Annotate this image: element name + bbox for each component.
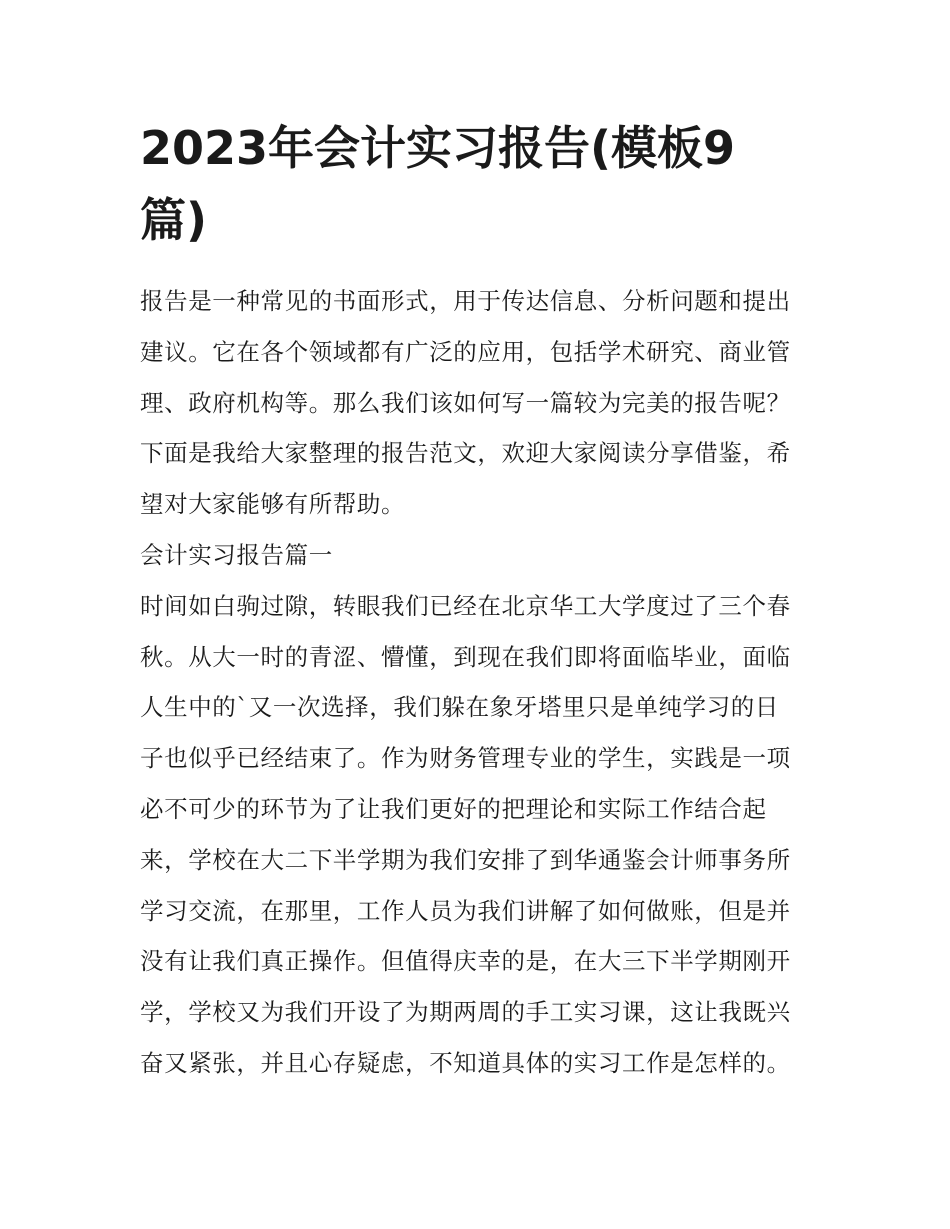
body-line: 人生中的`又一次选择，我们躲在象牙塔里只是单纯学习的日 xyxy=(140,693,779,722)
body-line: 时间如白驹过隙，转眼我们已经在北京华工大学度过了三个春 xyxy=(140,591,791,620)
body-line: 奋又紧张，并且心存疑虑，不知道具体的实习工作是怎样的。 xyxy=(140,1048,791,1077)
body-line: 秋。从大一时的青涩、懵懂，到现在我们即将面临毕业，面临 xyxy=(140,642,791,671)
body-line: 学，学校又为我们开设了为期两周的手工实习课，这让我既兴 xyxy=(140,998,791,1027)
title-line-1: 2023年会计实习报告(模板9 xyxy=(140,121,736,175)
section-heading: 会计实习报告篇一 xyxy=(140,540,333,569)
intro-line: 理、政府机构等。那么我们该如何写一篇较为完美的报告呢？ xyxy=(140,388,791,417)
page-title xyxy=(140,112,780,256)
body-line: 学习交流，在那里，工作人员为我们讲解了如何做账，但是并 xyxy=(140,896,791,925)
intro-line: 建议。它在各个领域都有广泛的应用，包括学术研究、商业管 xyxy=(140,337,791,366)
document-body xyxy=(140,282,812,1095)
body-line: 没有让我们真正操作。但值得庆幸的是，在大三下半学期刚开 xyxy=(140,947,791,976)
intro-line: 望对大家能够有所帮助。 xyxy=(140,490,406,519)
title-line-2: 篇) xyxy=(140,193,208,247)
intro-line: 下面是我给大家整理的报告范文，欢迎大家阅读分享借鉴，希 xyxy=(140,439,791,468)
body-line: 必不可少的环节为了让我们更好的把理论和实际工作结合起 xyxy=(140,794,767,823)
intro-line: 报告是一种常见的书面形式，用于传达信息、分析问题和提出 xyxy=(140,287,791,315)
body-line: 子也似乎已经结束了。作为财务管理专业的学生，实践是一项 xyxy=(140,744,791,773)
body-line: 来，学校在大二下半学期为我们安排了到华通鉴会计师事务所 xyxy=(140,845,791,874)
